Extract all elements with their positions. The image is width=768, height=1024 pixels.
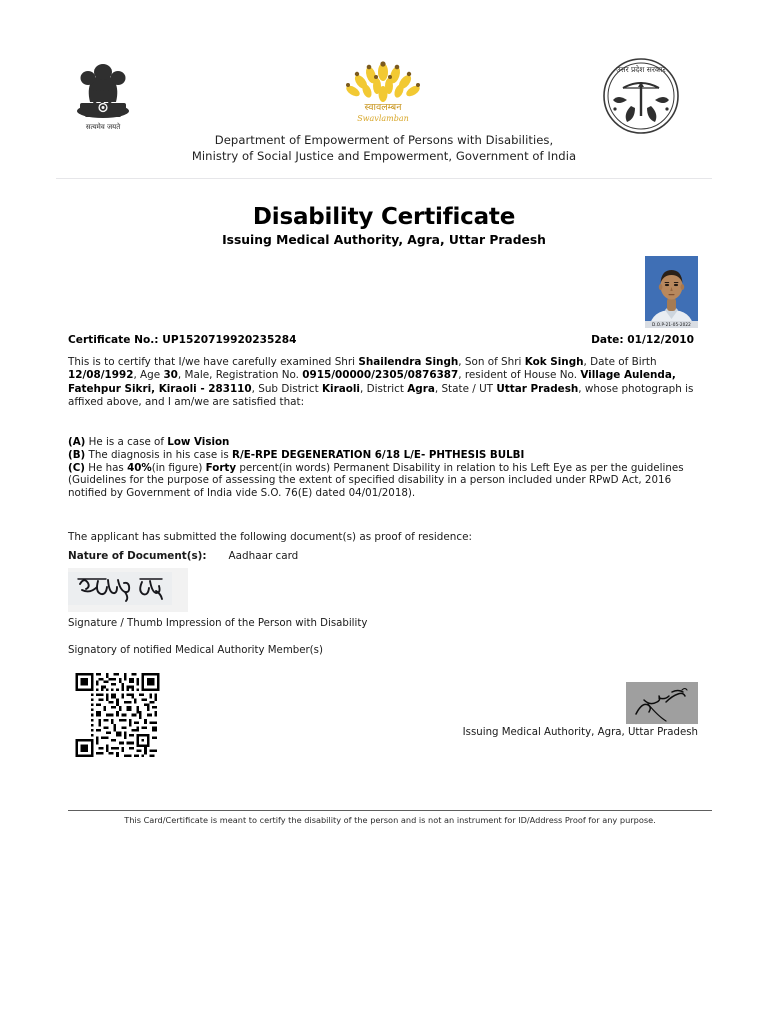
- up-emblem-text: उत्तर प्रदेश सरकार: [616, 65, 666, 74]
- person-signature-caption: Signature / Thumb Impression of the Person with Disability: [68, 618, 368, 629]
- finding-a-text: He is a case of: [88, 436, 164, 448]
- footer-divider: [68, 810, 712, 811]
- person-signature-image: [68, 568, 188, 612]
- exam-age-label: , Age: [133, 369, 161, 382]
- issuing-authority-caption: Issuing Medical Authority, Agra, Uttar Pradesh: [462, 727, 698, 738]
- exam-gender-registration-label: , Male, Registration No.: [177, 369, 299, 382]
- documents-nature-value: Aadhaar card: [228, 550, 299, 562]
- certificate-date: [591, 334, 694, 346]
- header-divider: [56, 178, 712, 179]
- certificate-date-label: Date:: [591, 334, 624, 346]
- swavlamban-english-text: Swavlamban: [357, 114, 409, 123]
- page-title: Disability Certificate: [252, 204, 516, 230]
- documents-nature-row: [68, 550, 668, 562]
- exam-registration-no: 0915/00000/2305/0876387: [302, 369, 459, 382]
- finding-c-text-3: percent(in words) Permanent Disability in relation to his: [239, 461, 528, 474]
- exam-address: Village Aulenda, Fatehpur Sikri, Kiraoli - 283110: [68, 369, 676, 395]
- finding-a-value: Low Vision: [167, 436, 230, 448]
- finding-c-text-1: He has: [88, 461, 124, 474]
- finding-c-label: (C): [68, 461, 85, 474]
- certificate-qr-code: [68, 673, 167, 757]
- certificate-number-value: UP1520719920235284: [162, 334, 297, 346]
- department-line-2: Ministry of Social Justice and Empowerment, Government of India: [191, 149, 577, 163]
- exam-residence-label: , resident of House No.: [458, 369, 577, 382]
- india-state-emblem-icon: [68, 50, 138, 136]
- exam-district: Agra: [407, 382, 435, 395]
- exam-father-name: Kok Singh: [524, 356, 584, 368]
- issuing-authority-signature-stamp: [626, 682, 698, 724]
- footer-disclaimer: This Card/Certificate is meant to certify the disability of the person and is not an instrument for ID/Address Proof for any purpose.: [124, 815, 656, 825]
- finding-c: [68, 462, 684, 500]
- exam-dob-label: , Date of Birth: [583, 356, 657, 368]
- authority-member-caption: Signatory of notified Medical Authority Member(s): [68, 645, 323, 656]
- swavlamban-logo-icon: [341, 58, 425, 130]
- certificate-number-row: [68, 334, 694, 346]
- exam-son-of-label: , Son of Shri: [458, 356, 522, 368]
- emblem-motto-text: सत्यमेव जयते: [85, 123, 121, 131]
- finding-c-text-4: as per the guidelines (Guidelines for the purpose of assessing the extent of specified disability in a person included under RPwD Act, 2016 notified by Government of India vide S.O. 76(E) dated 04/01/2018).: [68, 461, 684, 500]
- exam-state-label: , State / UT: [434, 382, 494, 395]
- findings-block: [68, 436, 702, 500]
- documents-nature-label: Nature of Document(s):: [68, 550, 207, 562]
- department-line-1: Department of Empowerment of Persons with Disabilities,: [214, 133, 554, 147]
- finding-b-label: (B): [68, 448, 86, 461]
- finding-c-body-part: Left Eye: [530, 461, 573, 474]
- finding-b-text: The diagnosis in his case is: [88, 448, 229, 461]
- exam-person-name: Shailendra Singh: [358, 356, 459, 368]
- examination-paragraph: [68, 356, 700, 410]
- finding-a: [68, 436, 702, 449]
- finding-c-percent-figure: 40%: [127, 461, 152, 474]
- finding-c-percent-words: Forty: [205, 461, 237, 474]
- exam-age-value: 30: [163, 369, 178, 382]
- certificate-number-label: Certificate No.:: [68, 334, 159, 346]
- department-heading: [84, 132, 684, 164]
- exam-district-label: , District: [359, 382, 404, 395]
- exam-state: Uttar Pradesh: [496, 382, 579, 395]
- page-subtitle: Issuing Medical Authority, Agra, Uttar Pradesh: [222, 233, 546, 247]
- uttar-pradesh-government-emblem-icon: [601, 54, 681, 138]
- exam-sub-district: Kiraoli: [321, 382, 360, 395]
- documents-intro: The applicant has submitted the following document(s) as proof of residence:: [68, 531, 472, 543]
- finding-c-text-2: (in figure): [151, 461, 203, 474]
- exam-intro: This is to certify that I/we have carefully examined Shri: [68, 356, 356, 368]
- finding-b-value: R/E-RPE DEGENERATION 6/18 L/E- PHTHESIS BULBI: [232, 448, 525, 461]
- finding-a-label: (A): [68, 436, 86, 448]
- exam-sub-district-label: , Sub District: [251, 382, 319, 395]
- swavlamban-hindi-text: स्वावलम्बन: [364, 102, 402, 113]
- finding-b: [68, 449, 702, 462]
- certificate-date-value: 01/12/2010: [627, 334, 694, 346]
- photo-date-caption: D.O.P-21-05-2022: [645, 321, 698, 328]
- exam-dob-value: 12/08/1992: [68, 369, 134, 382]
- exam-closing: , whose photograph is affixed above, and I am/we are satisfied that:: [68, 382, 694, 409]
- applicant-photo: [645, 256, 698, 328]
